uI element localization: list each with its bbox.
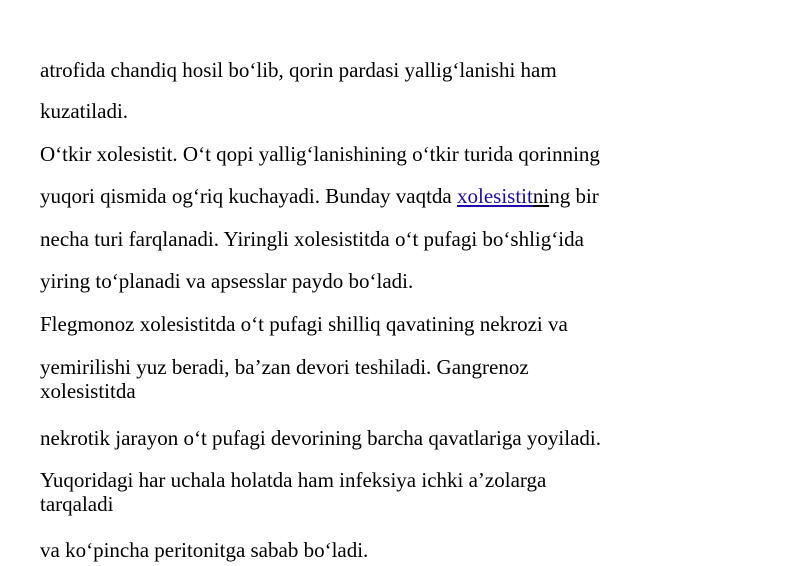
text-line-10a: Yuqoridagi har uchala holatda ham infeksiya ichki a’zolarga: [40, 468, 547, 492]
text-line-11: va ko‘pincha peritonitga sabab bo‘ladi.: [40, 538, 369, 562]
text-line-4-end: ng bir: [549, 184, 599, 208]
text-line-1: atrofida chandiq hosil bo‘lib, qorin pardasi yallig‘lanishi ham: [40, 58, 557, 82]
xolesistit-link[interactable]: xolesistit: [457, 184, 533, 208]
text-line-6: yiring to‘planadi va apsesslar paydo bo‘ladi.: [40, 269, 414, 293]
text-line-4-start: yuqori qismida og‘riq kuchayadi. Bunday vaqtda: [40, 184, 457, 208]
text-line-5: necha turi farqlanadi. Yiringli xolesistitda o‘t pufagi bo‘shlig‘ida: [40, 227, 584, 251]
text-line-4: [40, 184, 599, 208]
text-line-4-underlined: ni: [532, 184, 550, 208]
text-line-9: nekrotik jarayon o‘t pufagi devorining barcha qavatlariga yoyiladi.: [40, 426, 601, 450]
text-line-10b: tarqaladi: [40, 492, 114, 516]
text-line-3: O‘tkir xolesistit. O‘t qopi yallig‘lanishining o‘tkir turida qorinning: [40, 142, 600, 166]
text-line-8b: xolesistitda: [40, 379, 136, 403]
text-line-8: [40, 355, 529, 403]
text-line-10: [40, 468, 546, 516]
text-line-7: Flegmonoz xolesistitda o‘t pufagi shilliq qavatining nekrozi va: [40, 312, 568, 336]
text-line-8a: yemirilishi yuz beradi, ba’zan devori teshiladi. Gangrenoz: [40, 355, 529, 379]
text-line-2: kuzatiladi.: [40, 99, 129, 123]
